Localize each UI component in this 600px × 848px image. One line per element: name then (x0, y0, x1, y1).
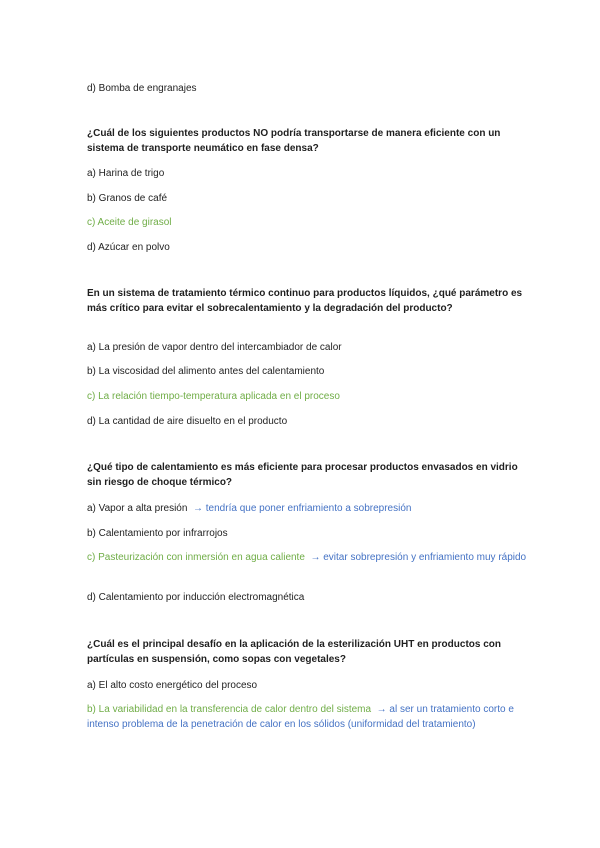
q2-option-a: a) La presión de vapor dentro del intercambiador de calor (87, 342, 342, 353)
q4-option-b-annotation: → al ser un tratamiento corto e intenso problema de la penetración de calor en los sólidos (uniformidad del tratamiento) (87, 704, 514, 730)
question-4: ¿Cuál es el principal desafío en la aplicación de la esterilización UHT en productos con partículas en suspensión, como sopas con vegetales? (87, 639, 501, 665)
question-3: ¿Qué tipo de calentamiento es más eficiente para procesar productos envasados en vidrio sin riesgo de choque térmico? (87, 462, 518, 488)
q3-option-a-text: a) Vapor a alta presión (87, 503, 188, 514)
q4-option-a: a) El alto costo energético del proceso (87, 680, 258, 691)
q1-option-b: b) Granos de café (87, 193, 168, 204)
q3-option-c-text-correct: c) Pasteurización con inmersión en agua caliente (87, 552, 305, 563)
q3-option-b: b) Calentamiento por infrarrojos (87, 528, 228, 539)
question-1: ¿Cuál de los siguientes productos NO podría transportarse de manera eficiente con un sistema de transporte neumático en fase densa? (87, 128, 501, 154)
q2-option-c-correct: c) La relación tiempo-temperatura aplicada en el proceso (87, 391, 340, 402)
q3-option-a (87, 501, 527, 516)
q3-option-c (87, 550, 527, 565)
q2-option-b: b) La viscosidad del alimento antes del calentamiento (87, 366, 325, 377)
q3-option-c-annotation: → evitar sobrepresión y enfriamiento muy rápido (310, 552, 527, 563)
q4-option-b (87, 702, 527, 732)
previous-option: d) Bomba de engranajes (87, 83, 197, 94)
q3-option-a-annotation: → tendría que poner enfriamiento a sobrepresión (193, 503, 412, 514)
question-2: En un sistema de tratamiento térmico continuo para productos líquidos, ¿qué parámetro es más crítico para evitar el sobrecalentamiento y la degradación del producto? (87, 288, 523, 314)
q1-option-c-correct: c) Aceite de girasol (87, 217, 172, 228)
q2-option-d: d) La cantidad de aire disuelto en el producto (87, 416, 288, 427)
q1-option-a: a) Harina de trigo (87, 168, 165, 179)
q3-option-d: d) Calentamiento por inducción electromagnética (87, 592, 305, 603)
q4-option-b-text-correct: b) La variabilidad en la transferencia de calor dentro del sistema (87, 704, 372, 715)
q1-option-d: d) Azúcar en polvo (87, 242, 170, 253)
